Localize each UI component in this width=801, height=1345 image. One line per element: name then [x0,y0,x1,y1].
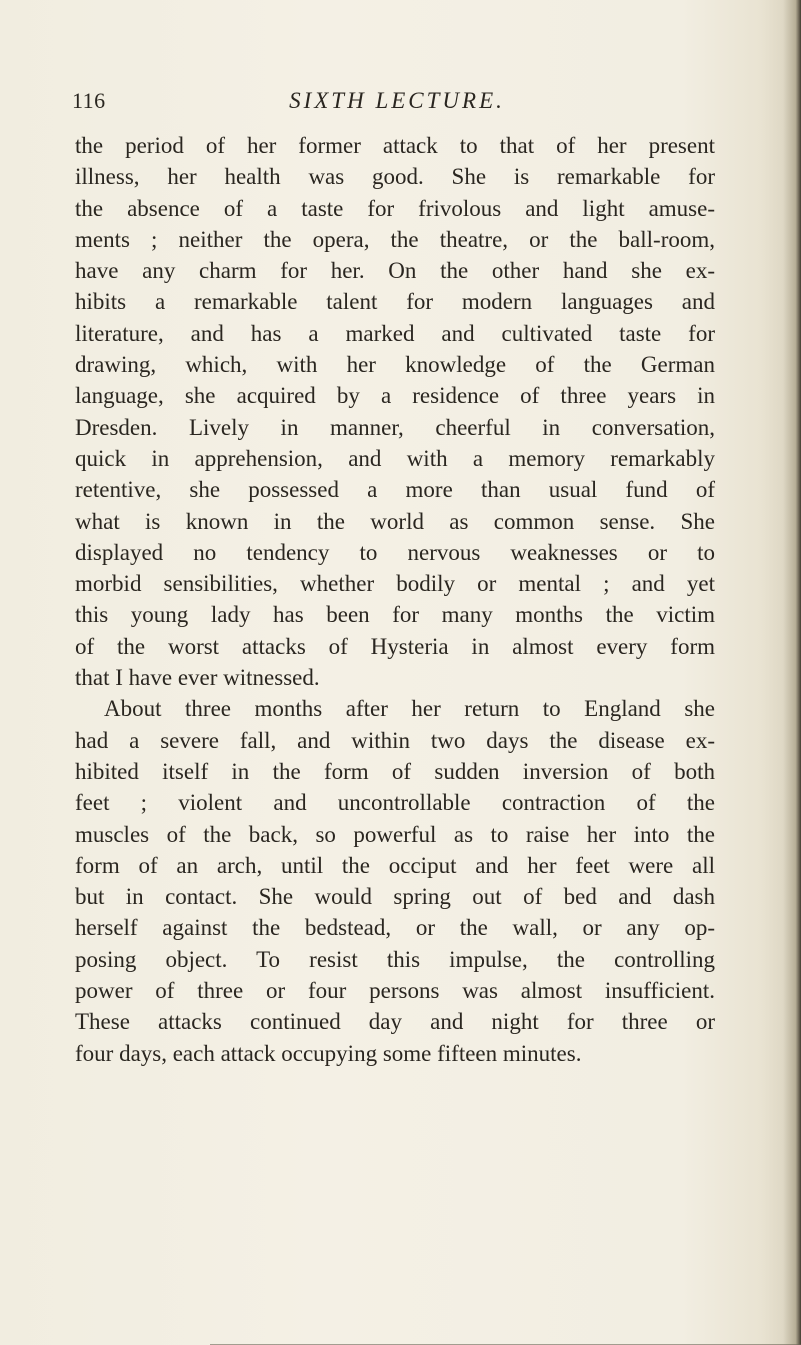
text-line: what is known in the world as common sense. She [75,508,715,534]
text-line: four days, each attack occupying some fifteen minutes. [75,1040,582,1066]
text-line: power of three or four persons was almost insufficient. [75,978,715,1004]
text-line: quick in apprehension, and with a memory remarkably [75,445,715,471]
text-line: language, she acquired by a residence of three years in [75,383,715,409]
text-line: muscles of the back, so powerful as to raise her into the [75,821,715,847]
text-line: These attacks continued day and night for three or [75,1009,715,1035]
text-line: retentive, she possessed a more than usual fund of [75,477,715,503]
text-line: About three months after her return to England she [104,696,715,722]
page-header [72,88,722,124]
text-line: had a severe fall, and within two days the disease ex- [75,727,715,753]
text-line: that I have ever witnessed. [75,665,320,691]
text-line: the absence of a taste for frivolous and light amuse- [75,195,715,221]
text-line: of the worst attacks of Hysteria in almost every form [75,633,715,659]
text-line: have any charm for her. On the other hand she ex- [75,258,715,284]
text-line: morbid sensibilities, whether bodily or mental ; and yet [75,571,715,597]
text-line: feet ; violent and uncontrollable contraction of the [75,790,715,816]
text-line: displayed no tendency to nervous weaknesses or to [75,539,715,565]
text-line: this young lady has been for many months the victim [75,602,715,628]
running-title: SIXTH LECTURE. [289,88,505,113]
text-line: herself against the bedstead, or the wall, or any op- [75,915,715,941]
text-line: illness, her health was good. She is remarkable for [75,164,715,190]
text-line: ments ; neither the opera, the theatre, or the ball-room, [75,226,715,252]
text-line: posing object. To resist this impulse, the controlling [75,946,715,972]
page-edge-shadow [783,0,801,1345]
text-line: hibits a remarkable talent for modern languages and [75,289,715,315]
text-line: hibited itself in the form of sudden inversion of both [75,758,715,784]
text-line: drawing, which, with her knowledge of the German [75,352,715,378]
text-line: but in contact. She would spring out of bed and dash [75,884,715,910]
text-line: Dresden. Lively in manner, cheerful in conversation, [75,414,715,440]
text-line: literature, and has a marked and cultivated taste for [75,320,715,346]
text-line: form of an arch, until the occiput and her feet were all [75,852,715,878]
page-number: 116 [72,88,106,113]
text-line: the period of her former attack to that of her present [75,133,715,158]
body-text [75,130,715,1069]
